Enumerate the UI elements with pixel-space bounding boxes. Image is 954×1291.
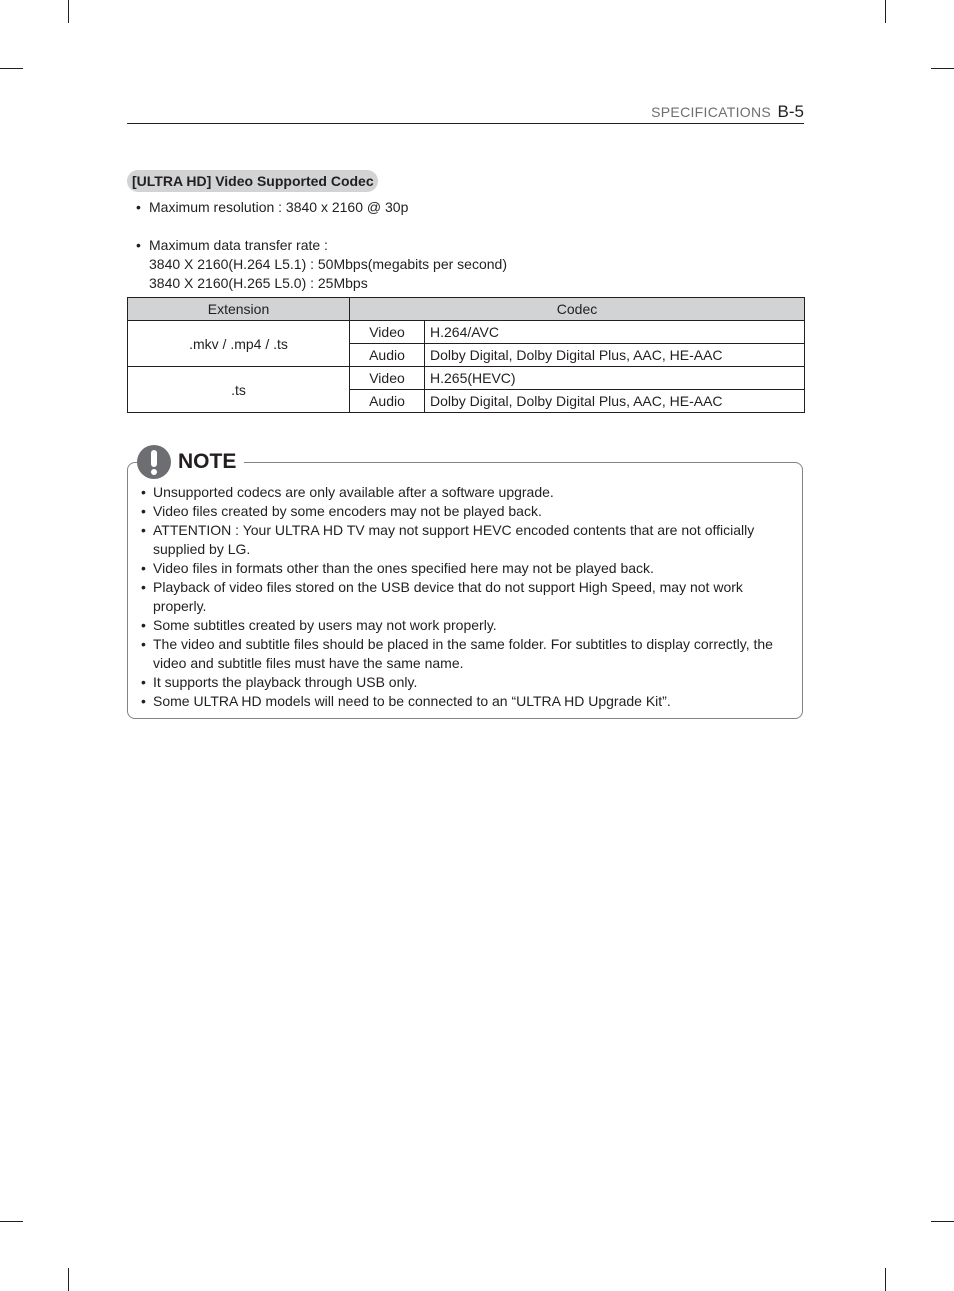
note-item: • Some subtitles created by users may not work properly.: [141, 617, 497, 633]
spec-list: [136, 198, 507, 293]
note-title: NOTE: [178, 450, 237, 473]
codec-kind-cell: Video: [350, 367, 425, 390]
extension-cell: .mkv / .mp4 / .ts: [128, 321, 350, 367]
note-item-text: Playback of video files stored on the USB device that do not support High Speed, may not work properly.: [153, 579, 743, 614]
column-header-extension: Extension: [128, 298, 350, 321]
note-item-text: Some ULTRA HD models will need to be connected to an “ULTRA HD Upgrade Kit”.: [153, 693, 671, 709]
note-item: • Some ULTRA HD models will need to be connected to an “ULTRA HD Upgrade Kit”.: [141, 693, 671, 709]
note-item-text: Video files created by some encoders may not be played back.: [153, 503, 542, 519]
note-item: • Unsupported codecs are only available after a software upgrade.: [141, 484, 554, 500]
crop-mark: [885, 1268, 886, 1291]
column-header-codec: Codec: [350, 298, 805, 321]
bullet-dot: •: [136, 237, 141, 253]
spec-item-resolution: [136, 198, 507, 217]
header-section-title: SPECIFICATIONS: [651, 104, 771, 120]
header-divider: [127, 123, 804, 124]
crop-mark: [68, 1268, 69, 1291]
note-item-text: It supports the playback through USB only.: [153, 674, 418, 690]
codec-value-cell: Dolby Digital, Dolby Digital Plus, AAC, HE-AAC: [425, 390, 805, 413]
page-number: B-5: [777, 102, 804, 121]
crop-mark: [0, 68, 23, 69]
note-header: [137, 443, 244, 481]
table-header-row: [128, 298, 805, 321]
note-item: • The video and subtitle files should be placed in the same folder. For subtitles to display correctly, the video and subtitle files must have the same name.: [141, 636, 773, 671]
extension-cell: .ts: [128, 367, 350, 413]
codec-kind-cell: Audio: [350, 390, 425, 413]
section-title: [ULTRA HD] Video Supported Codec: [127, 170, 378, 192]
spec-item-transfer-rate: [136, 236, 507, 293]
note-item: • Video files in formats other than the ones specified here may not be played back.: [141, 560, 654, 576]
spec-resolution-text: Maximum resolution : 3840 x 2160 @ 30p: [149, 199, 409, 215]
spec-transfer-rate-h264: 3840 X 2160(H.264 L5.1) : 50Mbps(megabits per second): [149, 256, 507, 272]
spec-transfer-rate-label: Maximum data transfer rate :: [149, 237, 328, 253]
note-item: • Playback of video files stored on the USB device that do not support High Speed, may not work properly.: [141, 579, 743, 614]
note-item-text: The video and subtitle files should be placed in the same folder. For subtitles to display correctly, the video and subtitle files must have the same name.: [153, 636, 773, 671]
codec-value-cell: H.265(HEVC): [425, 367, 805, 390]
note-item: • ATTENTION : Your ULTRA HD TV may not support HEVC encoded contents that are not officially supplied by LG.: [141, 522, 755, 557]
codec-value-cell: Dolby Digital, Dolby Digital Plus, AAC, HE-AAC: [425, 344, 805, 367]
table-row: [128, 367, 805, 390]
codec-value-cell: H.264/AVC: [425, 321, 805, 344]
crop-mark: [0, 1221, 23, 1222]
note-item: • Video files created by some encoders may not be played back.: [141, 503, 542, 519]
crop-mark: [885, 0, 886, 23]
bullet-dot: •: [136, 199, 141, 215]
codec-kind-cell: Audio: [350, 344, 425, 367]
note-item-text: Some subtitles created by users may not work properly.: [153, 617, 497, 633]
crop-mark: [931, 68, 954, 69]
note-item-text: Video files in formats other than the ones specified here may not be played back.: [153, 560, 654, 576]
crop-mark: [931, 1221, 954, 1222]
note-item: • It supports the playback through USB only.: [141, 674, 418, 690]
crop-mark: [68, 0, 69, 23]
note-list: [141, 483, 797, 711]
exclamation-icon: [137, 445, 171, 479]
table-row: [128, 321, 805, 344]
note-item-text: Unsupported codecs are only available after a software upgrade.: [153, 484, 554, 500]
spec-transfer-rate-h265: 3840 X 2160(H.265 L5.0) : 25Mbps: [149, 275, 368, 291]
note-item-text: ATTENTION : Your ULTRA HD TV may not support HEVC encoded contents that are not officially supplied by LG.: [153, 522, 755, 557]
codec-table: [127, 297, 805, 413]
codec-kind-cell: Video: [350, 321, 425, 344]
